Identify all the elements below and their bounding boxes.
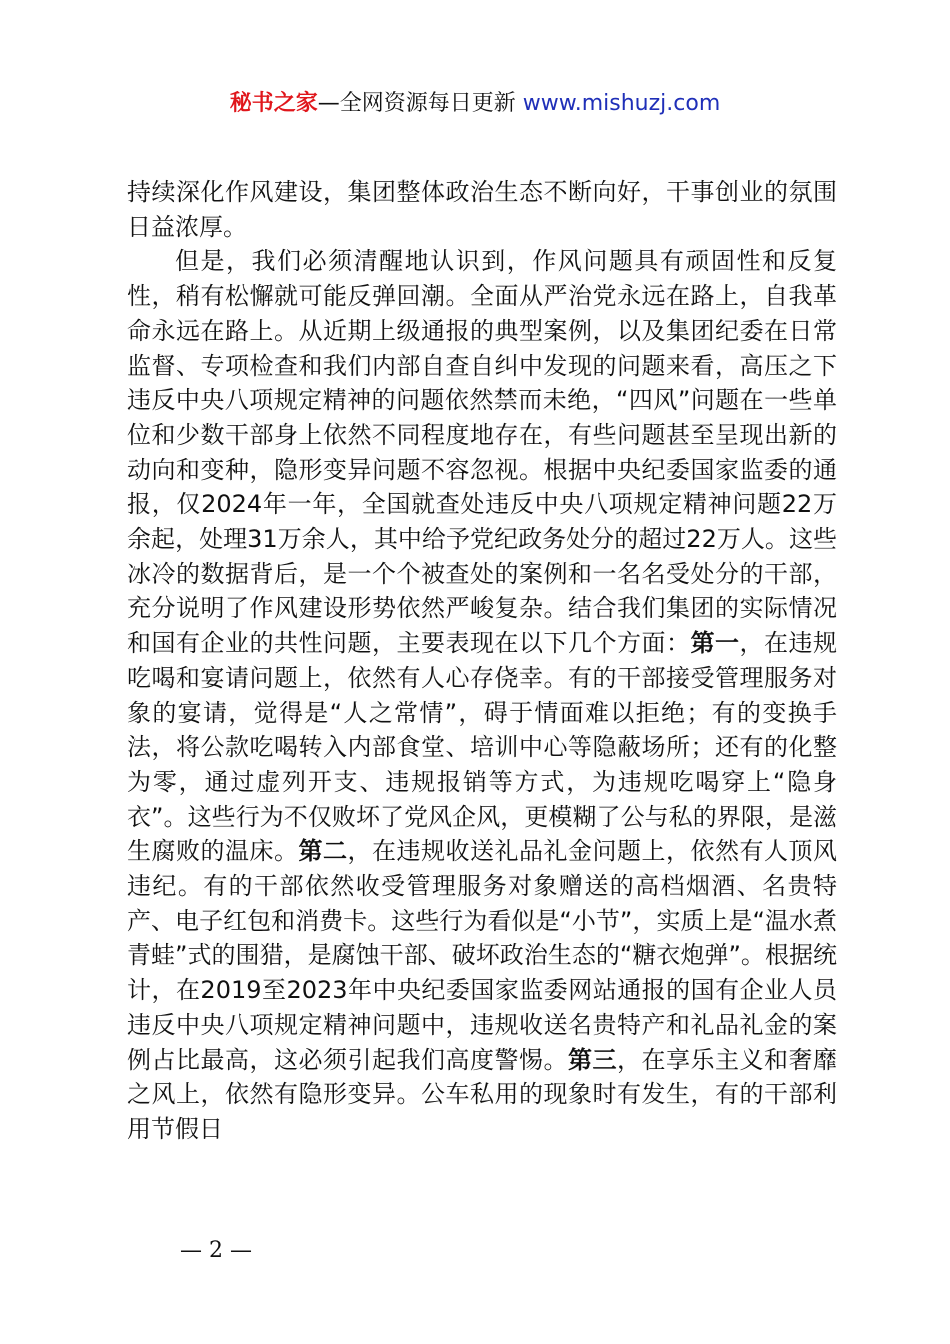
header-brand: 秘书之家: [229, 91, 318, 116]
document-body: [127, 175, 837, 1147]
paragraph-main: [127, 244, 837, 1146]
paragraph-continued: 持续深化作风建设，集团整体政治生态不断向好，干事创业的氛围日益浓厚。: [127, 178, 837, 241]
point-first-text: ，在违规吃喝和宴请问题上，依然有人心存侥幸。有的干部接受管理服务对象的宴请，觉得是“人之常情”，碍于情面难以拒绝；有的变换手法，将公款吃喝转入内部食堂、培训中心等隐蔽场所；还有的化整为零，通过虚列开支、违规报销等方式，为违规吃喝穿上“隐身衣”。这些行为不仅败坏了党风企风，更模糊了公与私的界限，是滋生腐败的温床。: [127, 629, 837, 866]
point-second-text: ，在违规收送礼品礼金问题上，依然有人顶风违纪。有的干部依然收受管理服务对象赠送的高档烟酒、名贵特产、电子红包和消费卡。这些行为看似是“小节”，实质上是“温水煮青蛙”式的围猎，是腐蚀干部、破坏政治生态的“糖衣炮弹”。根据统计，在2019至2023年中央纪委国家监委网站通报的国有企业人员违反中央八项规定精神问题中，违规收送名贵特产和礼品礼金的案例占比最高，这必须引起我们高度警惕。: [127, 837, 837, 1074]
header-slogan: —全网资源每日更新: [317, 91, 516, 116]
point-third-text: ，在享乐主义和奢靡之风上，依然有隐形变异。公车私用的现象时有发生，有的干部利用节假日: [127, 1045, 837, 1143]
point-first-label: 第一: [690, 629, 740, 658]
point-second-label: 第二: [298, 837, 348, 866]
page-header: [0, 88, 950, 120]
point-third-label: 第三: [568, 1045, 617, 1074]
page-number: — 2 —: [180, 1238, 252, 1263]
paragraph-intro-text: 但是，我们必须清醒地认识到，作风问题具有顽固性和反复性，稍有松懈就可能反弹回潮。全面从严治党永远在路上，自我革命永远在路上。从近期上级通报的典型案例，以及集团纪委在日常监督、专项检查和我们内部自查自纠中发现的问题来看，高压之下违反中央八项规定精神的问题依然禁而未绝，“四风”问题在一些单位和少数干部身上依然不同程度地存在，有些问题甚至呈现出新的动向和变种，隐形变异问题不容忽视。根据中央纪委国家监委的通报，仅2024年一年，全国就查处违反中央八项规定精神问题22万余起，处理31万余人，其中给予党纪政务处分的超过22万人。这些冰冷的数据背后，是一个个被查处的案例和一名名受处分的干部，充分说明了作风建设形势依然严峻复杂。结合我们集团的实际情况和国有企业的共性问题，主要表现在以下几个方面：: [127, 247, 837, 658]
header-url-link[interactable]: www.mishuzj.com: [522, 91, 721, 116]
